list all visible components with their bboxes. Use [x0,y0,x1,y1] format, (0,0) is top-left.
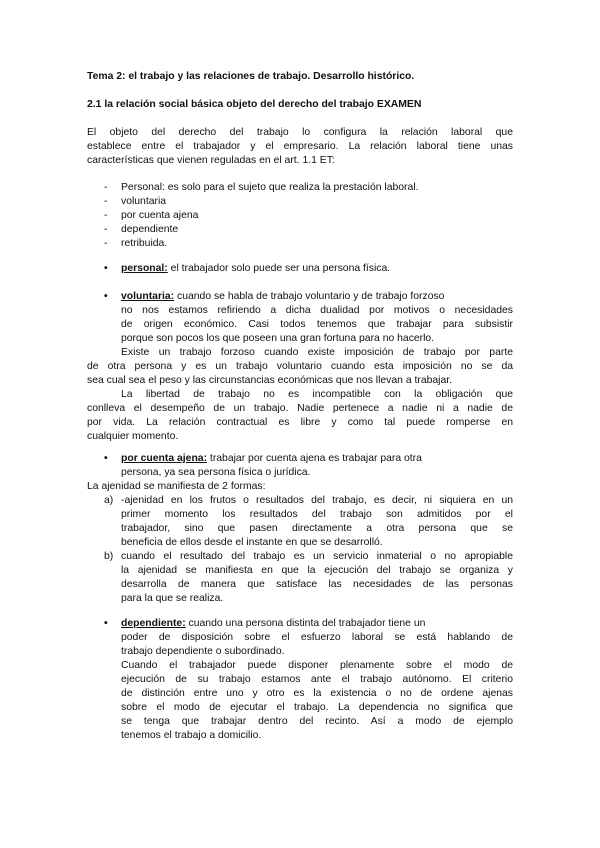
voluntaria-para3-line: La libertad de trabajo no es incompatible con la obligación que [121,389,513,400]
voluntaria-line [121,290,444,304]
ajena-a-line: beneficia de ellos desde el instante en que se desarrolló. [121,537,383,548]
list-item: voluntaria [121,196,167,207]
bullet-icon: • [104,453,108,464]
personal-line [121,262,390,276]
voluntaria-text-line: no nos estamos refiriendo a dicha dualidad por motivos o necesidades [121,305,513,316]
dependiente-first: cuando una persona distinta del trabajador tiene un [185,618,426,629]
list-marker: a) [104,495,114,506]
ajena-a-line: -ajenidad en los frutos o resultados del trabajo, es decir, ni siquiera en un [121,495,513,506]
list-item: retribuida. [121,238,168,249]
dependiente-term: dependiente: [121,618,186,629]
dash-marker: - [104,210,108,221]
ajena-a-line: primer momento los resultados del trabajo son admitidos por el [121,509,513,520]
ajena-b-line: para la que se realiza. [121,593,224,604]
ajena-intro: La ajenidad se manifiesta de 2 formas: [87,481,266,492]
ajena-line [121,452,422,466]
dependiente-text-line: sobre el modo de ejecutar el trabajo. La dependencia no significa que [121,702,513,713]
intro-line: características que vienen reguladas en el art. 1.1 ET: [87,155,335,166]
voluntaria-para2-line: Existe un trabajo forzoso cuando existe imposición de trabajo por parte [121,347,513,358]
voluntaria-para3-line: conlleva el desempeño de un trabajo. Nadie pertenece a nadie ni a nadie de [87,403,513,414]
voluntaria-para3-line: cualquier momento. [87,431,179,442]
dash-marker: - [104,238,108,249]
dependiente-text-line: trabajo dependiente o subordinado. [121,646,285,657]
list-marker: b) [104,551,114,562]
ajena-term: por cuenta ajena: [121,453,208,464]
ajena-first: trabajar por cuenta ajena es trabajar para otra [207,453,422,464]
voluntaria-para2-line: de otra persona y es un trabajo voluntario cuando esta imposición no se da [87,361,513,372]
bullet-icon: • [104,263,108,274]
dash-marker: - [104,224,108,235]
list-item: Personal: es solo para el sujeto que realiza la prestación laboral. [121,182,419,193]
heading-tema-2: Tema 2: el trabajo y las relaciones de trabajo. Desarrollo histórico. [87,71,415,82]
bullet-icon: • [104,618,108,629]
list-item: dependiente [121,224,179,235]
bullet-icon: • [104,291,108,302]
personal-text: el trabajador solo puede ser una persona física. [167,263,391,274]
ajena-b-line: cuando el resultado del trabajo es un servicio inmaterial o no apropiable [121,551,513,562]
dependiente-text-line: ejecución de su trabajo estamos ante el trabajo autónomo. El criterio [121,674,513,685]
dash-marker: - [104,182,108,193]
voluntaria-term: voluntaria: [121,291,175,302]
personal-term: personal: [121,263,168,274]
voluntaria-text-line: de origen económico. Casi todos tenemos que trabajar para subsistir [121,319,513,330]
intro-line: establece entre el trabajador y el empresario. La relación laboral tiene unas [87,141,513,152]
ajena-line-2: persona, ya sea persona física o jurídica. [121,467,311,478]
ajena-a-line: trabajador, sino que pasen directamente a otra persona que se [121,523,513,534]
voluntaria-para2-line: sea cual sea el peso y las circunstancias económicas que nos llevan a trabajar. [87,375,453,386]
voluntaria-para3-line: por vida. La relación contractual es libre y como tal puede romperse en [87,417,513,428]
dependiente-text-line: se tenga que trabajar dentro del recinto. Así a modo de ejemplo [121,716,513,727]
dependiente-line [121,617,425,631]
intro-line: El objeto del derecho del trabajo lo configura la relación laboral que [87,127,513,138]
dependiente-text-line: poder de disposición sobre el esfuerzo laboral se está hablando de [121,632,513,643]
heading-section-2-1: 2.1 la relación social básica objeto del derecho del trabajo EXAMEN [87,99,422,110]
ajena-b-line: la ajenidad se manifiesta en que la ejecución del trabajo se organiza y [121,565,513,576]
voluntaria-first: cuando se habla de trabajo voluntario y de trabajo forzoso [174,291,445,302]
list-item: por cuenta ajena [121,210,199,221]
dash-marker: - [104,196,108,207]
dependiente-text-line: de distinción entre uno y otro es la existencia o no de ordene ajenas [121,688,513,699]
dependiente-text-line: Cuando el trabajador puede disponer plenamente sobre el modo de [121,660,513,671]
ajena-b-line: desarrolla de manera que satisface las necesidades de las personas [121,579,513,590]
voluntaria-text-line: porque son pocos los que poseen una gran fortuna para no hacerlo. [121,333,435,344]
dependiente-text-line: tenemos el trabajo a domicilio. [121,730,262,741]
